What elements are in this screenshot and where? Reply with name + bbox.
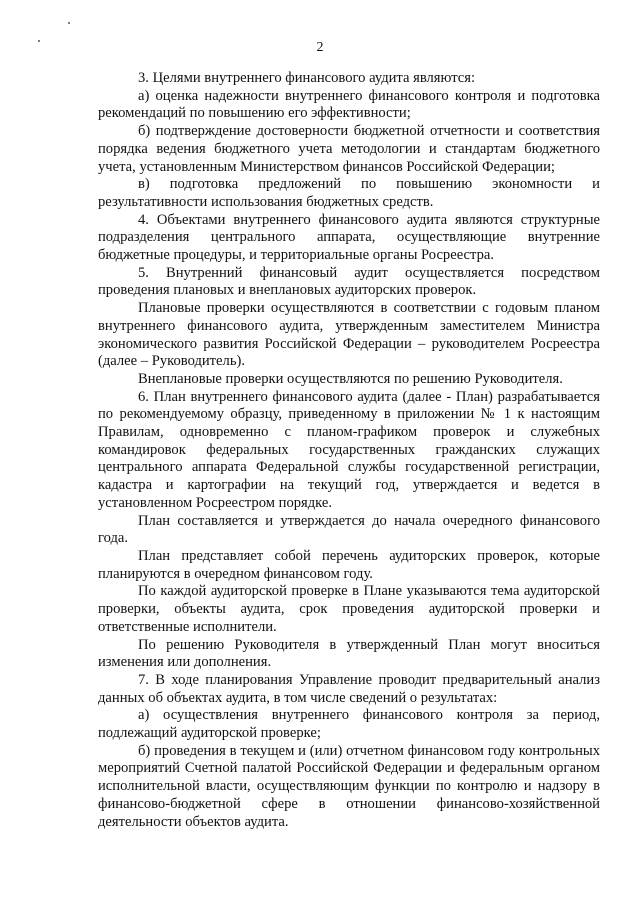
paragraph: 4. Объектами внутреннего финансового аудита являются структурные подразделения центрального аппарата, осуществляющие внутренние бюджетные процедуры, и территориальные органы Росреестра.	[98, 211, 600, 264]
document-body	[98, 70, 600, 831]
paragraph: 6. План внутреннего финансового аудита (далее - План) разрабатывается по рекомендуемому образцу, приведенному в приложении № 1 к настоящим Правилам, одновременно с планом-графиком проверок и служебных командировок федеральных государственных гражданских служащих центрального аппарата Федеральной службы государственной регистрации, кадастра и картографии на текущий год, утверждается и ведется в установленном Росреестром порядке.	[98, 388, 600, 511]
paragraph: План составляется и утверждается до начала очередного финансового года.	[98, 512, 600, 547]
paragraph: План представляет собой перечень аудиторских проверок, которые планируются в очередном финансовом году.	[98, 547, 600, 582]
paragraph: Внеплановые проверки осуществляются по решению Руководителя.	[138, 370, 563, 387]
paragraph: 7. В ходе планирования Управление проводит предварительный анализ данных об объектах аудита, в том числе сведений о результатах:	[98, 671, 600, 706]
paragraph: а) оценка надежности внутреннего финансового контроля и подготовка рекомендаций по повышению его эффективности;	[98, 87, 600, 122]
paragraph: 3. Целями внутреннего финансового аудита являются:	[138, 70, 476, 86]
paragraph: в) подготовка предложений по повышению экономности и результативности использования бюджетных средств.	[98, 176, 600, 210]
paragraph: б) проведения в текущем и (или) отчетном финансовом году контрольных мероприятий Счетной палатой Российской Федерации и федеральным органом исполнительной власти, осуществляющим функции по контролю и надзору в финансово-бюджетной сфере в отношении финансово-хозяйственной деятельности объектов аудита.	[98, 742, 600, 830]
paragraph: По решению Руководителя в утвержденный План могут вноситься изменения или дополнения.	[98, 636, 600, 671]
paragraph: 5. Внутренний финансовый аудит осуществляется посредством проведения плановых и внеплановых аудиторских проверок.	[98, 264, 600, 299]
page-number: 2	[316, 40, 324, 55]
paragraph: б) подтверждение достоверности бюджетной отчетности и соответствия порядка ведения бюджетного учета методологии и стандартам бюджетного учета, установленным Министерством финансов Российской Федерации;	[98, 123, 600, 175]
paragraph: Плановые проверки осуществляются в соответствии с годовым планом внутреннего финансового аудита, утвержденным заместителем Министра экономического развития Российской Федерации – руководителем Росреестра (далее – Руководитель).	[98, 300, 600, 370]
paragraph: По каждой аудиторской проверке в Плане указываются тема аудиторской проверки, объекты аудита, срок проведения аудиторской проверки и ответственные исполнители.	[98, 583, 600, 635]
paragraph: а) осуществления внутреннего финансового контроля за период, подлежащий аудиторской проверке;	[98, 707, 600, 742]
scan-speck	[68, 22, 70, 24]
